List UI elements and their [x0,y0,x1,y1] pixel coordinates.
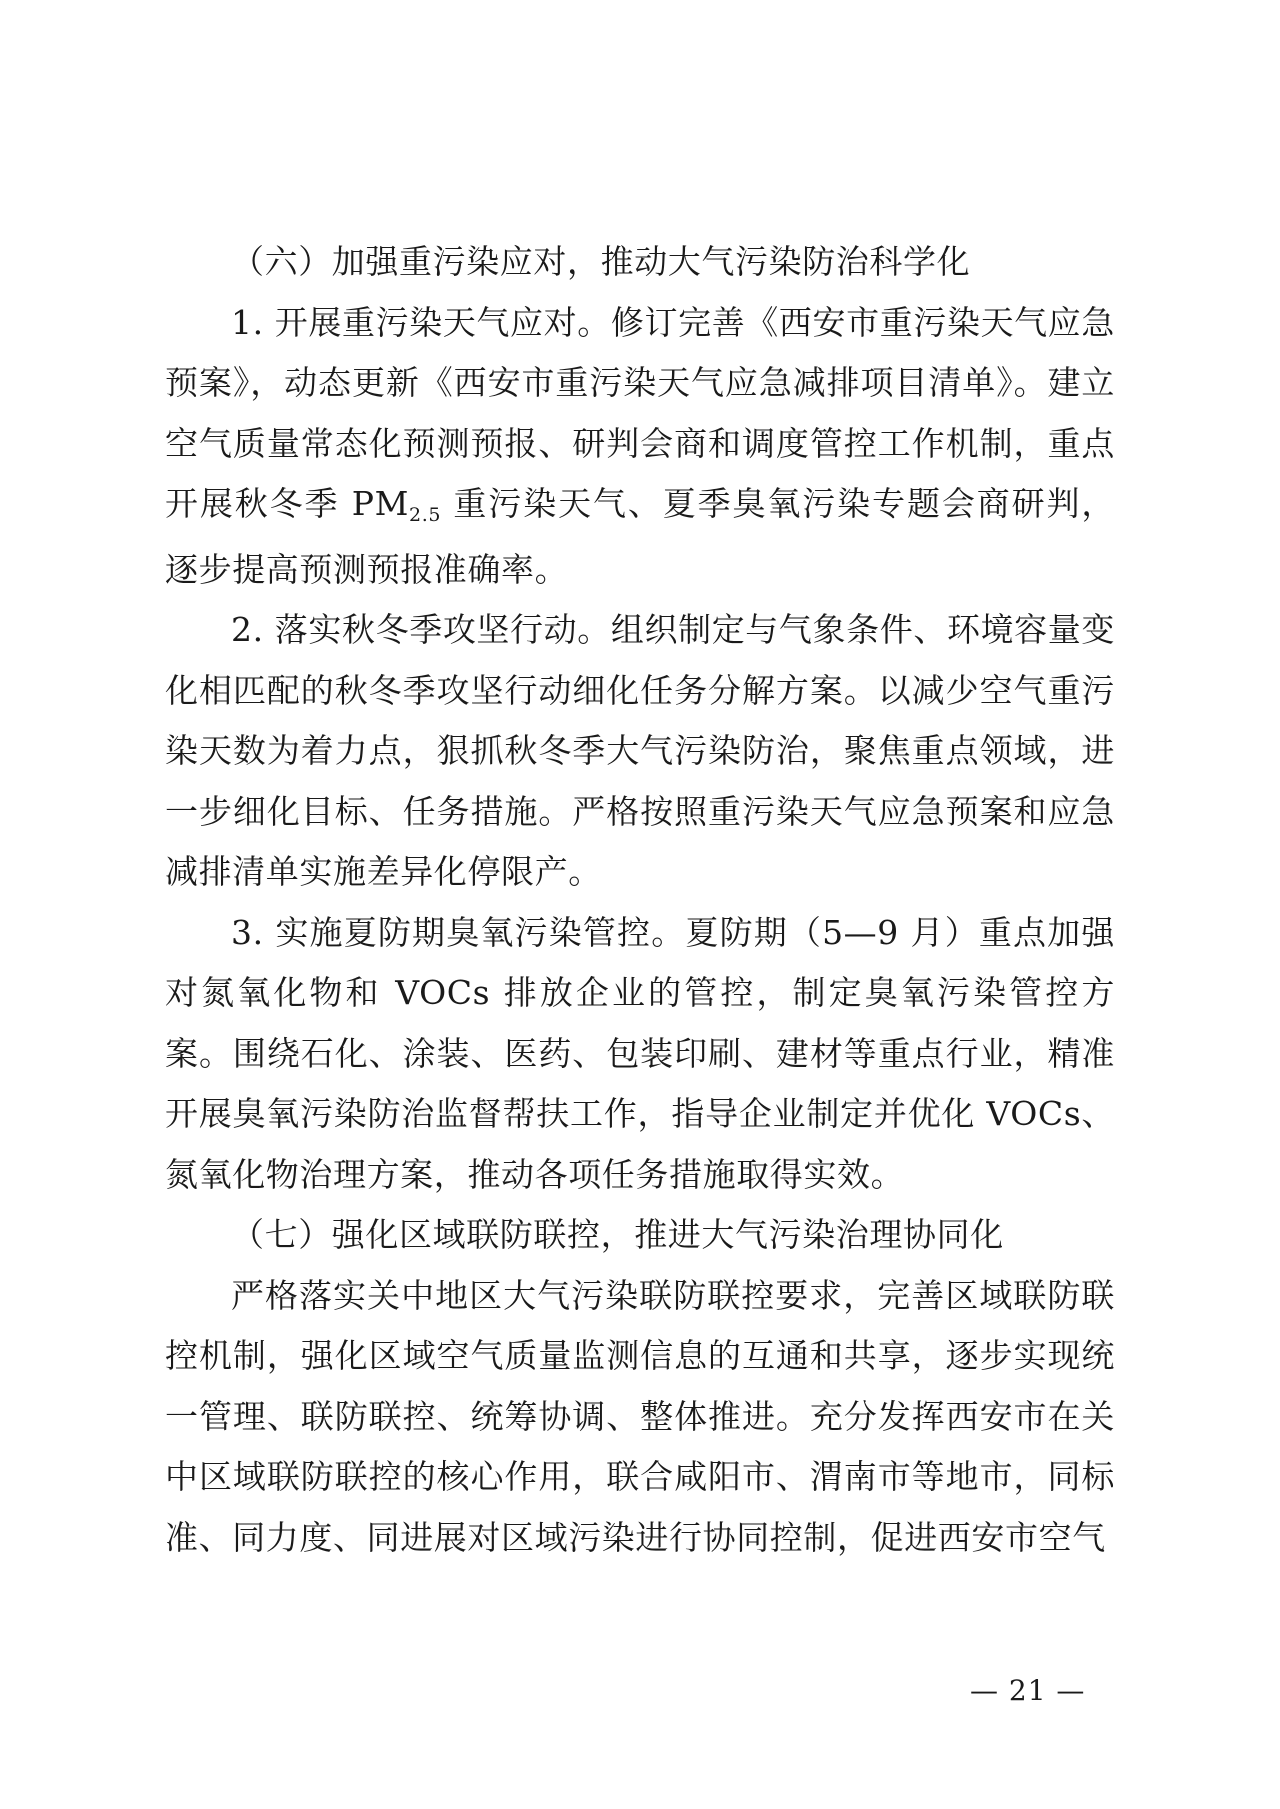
section-6-heading: （六）加强重污染应对，推动大气污染防治科学化 [231,242,971,281]
section-7-body: 严格落实关中地区大气污染联防联控要求，完善区域联防联控机制，强化区域空气质量监测信息的互通和共享，逐步实现统一管理、联防联控、统筹协调、整体推进。充分发挥西安市在关中区域联防联控的核心作用，联合咸阳市、渭南市等地市，同标准、同力度、同进展对区域污染进行协同控制，促进西安市空气 [165,1275,1115,1557]
section-6-item-1 [165,293,1115,601]
item-1-text-part-2: 重污染天气、夏季臭氧污染专题会商研判，逐步提高预测预报准确率。 [165,484,1115,589]
section-6-item-3: 3. 实施夏防期臭氧污染管控。夏防期（5—9 月）重点加强对氮氧化物和 VOCs 排放企业的管控，制定臭氧污染管控方案。围绕石化、涂装、医药、包装印刷、建材等重点行业，精准开展臭氧污染防治监督帮扶工作，指导企业制定并优化 VOCs、氮氧化物治理方案，推动各项任务措施取得实效。 [165,912,1115,1194]
section-6-item-2: 2. 落实秋冬季攻坚行动。组织制定与气象条件、环境容量变化相匹配的秋冬季攻坚行动细化任务分解方案。以减少空气重污染天数为着力点，狠抓秋冬季大气污染防治，聚焦重点领域，进一步细化目标、任务措施。严格按照重污染天气应急预案和应急减排清单实施差异化停限产。 [165,610,1115,891]
section-7-heading: （七）强化区域联防联控，推进大气污染治理协同化 [231,1215,1004,1254]
item-1-text-part-1: 1. 开展重污染天气应对。修订完善《西安市重污染天气应急预案》，动态更新《西安市重污染天气应急减排项目清单》。建立空气质量常态化预测预报、研判会商和调度管控工作机制，重点开展秋冬季 PM [165,302,1115,523]
document-body [165,232,1115,1568]
page-number: — 21 — [970,1674,1086,1707]
pm25-subscript: 2.5 [409,504,442,526]
